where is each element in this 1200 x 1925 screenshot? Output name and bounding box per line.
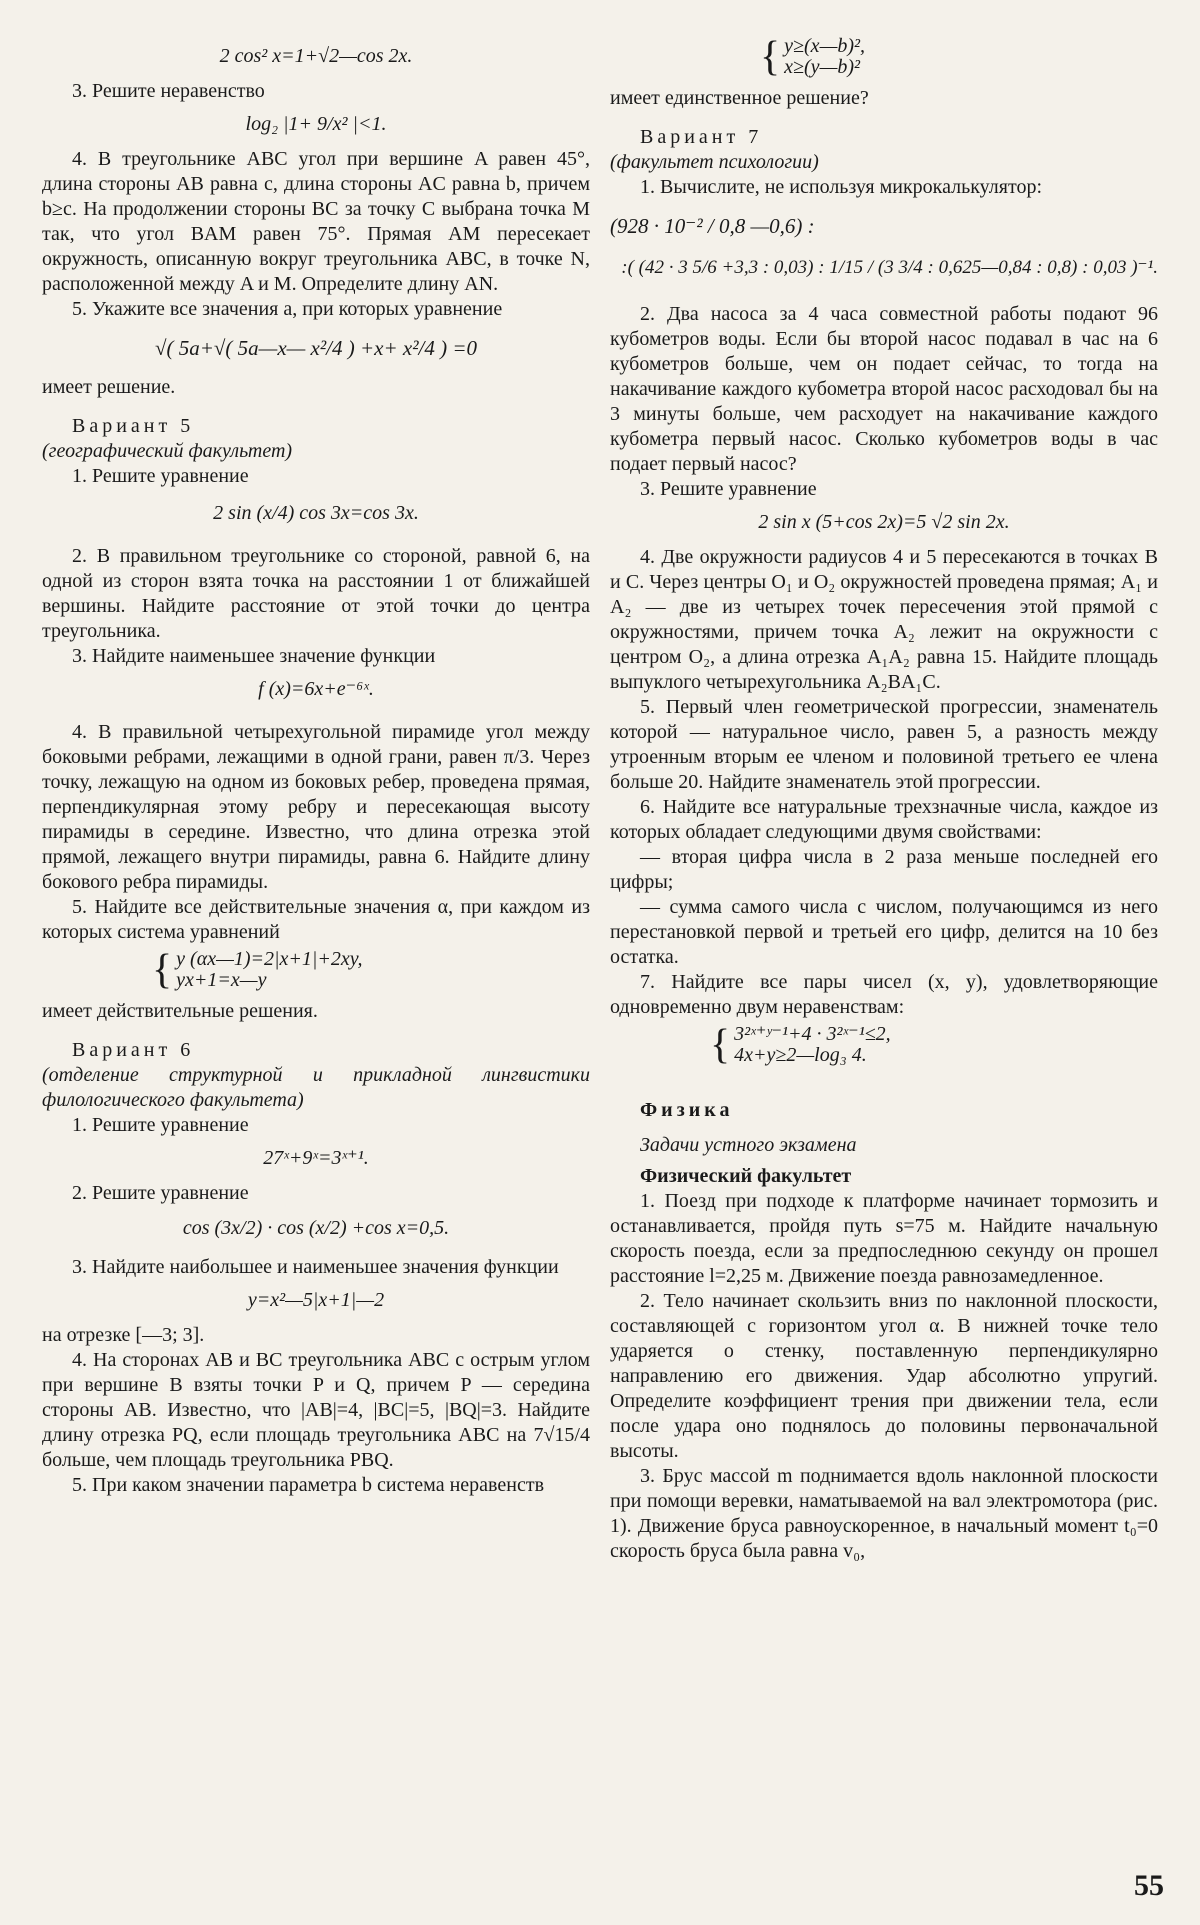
problem-text: имеет действительные решения.	[42, 1000, 318, 1022]
formula: :( (42 · 3 5/6 +3,3 : 0,03) : 1/15 / (3 3/4 : 0,625—0,84 : 0,8) : 0,03 )⁻¹.	[621, 257, 1158, 278]
system-line: y (αx—1)=2|x+1|+2xy,	[176, 948, 363, 970]
section-title: Физика	[640, 1099, 734, 1121]
left-column	[42, 36, 590, 1498]
formula: 2 cos² x=1+√2—cos 2x.	[219, 45, 413, 67]
formula: 2 sin (x/4) cos 3x=cos 3x.	[213, 502, 419, 524]
formula: cos (3x/2) · cos (x/2) +cos x=0,5.	[182, 1217, 450, 1239]
problem-text: — вторая цифра числа в 2 раза меньше последней его цифры;	[610, 846, 1158, 893]
formula: log₂ |1+ 9/x² |<1.	[245, 113, 387, 135]
problem-text: имеет решение.	[42, 376, 176, 398]
problem-text: на отрезке [—3; 3].	[42, 1324, 205, 1346]
variant-title: Вариант 5	[72, 415, 195, 437]
problem-text: 4. В треугольнике ABC угол при вершине A равен 45°, длина стороны AB равна c, длина стороны AC равна b, причем b≥c. На продолжении стороны BC за точку C выбрана точка M так, что угол BAM равен 75°. Прямая AM пересекает окружность, описанную вокруг треугольника ABC, в точке N, расположенной между A и M. Определите длину AN.	[42, 148, 590, 295]
problem-text: 5. Первый член геометрической прогрессии, знаменатель которой — натуральное число, равен 5, а разность между утроенным вторым ее членом и половиной третьего ее члена больше 20. Найдите знаменатель этой прогрессии.	[610, 696, 1158, 793]
problem-text: 4. Две окружности радиусов 4 и 5 пересекаются в точках B и C. Через центры O₁ и O₂ окружностей проведена прямая; A₁ и A₂ — две из четырех точек пересечения этой прямой с окружностями, причем точка A₂ лежит на окружности с центром O₂, а длина отрезка A₁A₂ равна 15. Найдите площадь выпуклого четырехугольника A₂BA₁C.	[610, 546, 1158, 693]
formula: f (x)=6x+e⁻⁶ˣ.	[258, 678, 374, 700]
inequality-system	[760, 36, 1158, 80]
problem-text: 5. Найдите все действительные значения α, при каждом из которых система уравнений	[42, 896, 590, 943]
formula: 2 sin x (5+cos 2x)=5 √2 sin 2x.	[758, 511, 1010, 533]
formula: √( 5a+√( 5a—x— x²/4 ) +x+ x²/4 ) =0	[154, 336, 478, 360]
brace-icon: {	[710, 1022, 731, 1068]
problem-text: 3. Найдите наименьшее значение функции	[72, 645, 436, 667]
problem-text: 1. Вычислите, не используя микрокалькулятор:	[640, 176, 1043, 198]
brace-icon: {	[760, 34, 781, 80]
problem-text: 2. Решите уравнение	[72, 1182, 249, 1204]
problem-text: 3. Решите неравенство	[72, 80, 265, 102]
problem-text: 3. Найдите наибольшее и наименьшее значения функции	[72, 1256, 559, 1278]
equation-system	[152, 949, 590, 993]
problem-text: 7. Найдите все пары чисел (x, y), удовлетворяющие одновременно двум неравенствам:	[610, 971, 1158, 1018]
problem-text: 3. Решите уравнение	[640, 478, 817, 500]
faculty-label: (географический факультет)	[42, 440, 293, 462]
section-subtitle: Задачи устного экзамена	[640, 1134, 857, 1156]
problem-text: 6. Найдите все натуральные трехзначные числа, каждое из которых обладает следующими двумя свойствами:	[610, 796, 1158, 843]
right-column	[610, 36, 1158, 1564]
inequality-system	[710, 1024, 1158, 1068]
variant-title: Вариант 7	[640, 126, 763, 148]
faculty-heading: Физический факультет	[640, 1165, 852, 1187]
problem-text: 4. На сторонах AB и BC треугольника ABC с острым углом при вершине B взяты точки P и Q, причем P — середина стороны AB. Известно, что |AB|=4, |BC|=5, |BQ|=3. Найдите длину отрезка PQ, если площадь треугольника ABC на 7√15/4 больше, чем площадь треугольника PBQ.	[42, 1349, 590, 1471]
system-line: x≥(y—b)²	[784, 56, 861, 78]
problem-text: 5. При каком значении параметра b системa неравенств	[72, 1474, 545, 1496]
problem-text: имеет единственное решение?	[610, 87, 869, 109]
problem-text: 4. В правильной четырехугольной пирамиде угол между боковыми ребрами, лежащими в одной грани, равен π/3. Через точку, лежащую на одном из боковых ребер, проведена прямая, перпендикулярная этому ребру и пересекающая высоту пирамиды в середине. Известно, что длина отрезка этой прямой, лежащего внутри пирамиды, равна 6. Найдите длину бокового ребра пирамиды.	[42, 721, 590, 893]
problem-text: 2. Два насоса за 4 часа совместной работы подают 96 кубометров воды. Если бы второй насос подавал в час на 6 кубометров больше, чем он подает сейчас, то тогда на накачивание каждого кубометра второй насос расходовал бы на 3 минуты больше, чем расходует на накачивание каждого кубометра первый насос. Сколько кубометров воды в час подает первый насос?	[610, 303, 1158, 475]
faculty-label: (факультет психологии)	[610, 151, 819, 173]
page-number: 55	[1134, 1869, 1164, 1902]
system-line: yx+1=x—y	[176, 969, 267, 991]
variant-title: Вариант 6	[72, 1039, 195, 1061]
formula: (928 · 10⁻² / 0,8 —0,6) :	[610, 214, 815, 238]
formula: y=x²—5|x+1|—2	[247, 1289, 385, 1311]
problem-text: 2. Тело начинает скользить вниз по наклонной плоскости, составляющей с горизонтом угол α. В нижней точке тело ударяется о стенку, поставленную перпендикулярно направлению его движения. Удар абсолютно упругий. Определите коэффициент трения при движении тела, если после удара оно поднялось до половины первоначальной высоты.	[610, 1290, 1158, 1462]
system-line: 4x+y≥2—log₃ 4.	[734, 1044, 867, 1066]
formula: 27ˣ+9ˣ=3ˣ⁺¹.	[263, 1147, 369, 1169]
problem-text: — сумма самого числа с числом, получающимся из него перестановкой первой и третьей его цифр, делится на 10 без остатка.	[610, 896, 1158, 968]
problem-text: 3. Брус массой m поднимается вдоль наклонной плоскости при помощи веревки, наматываемой на вал электромотора (рис. 1). Движение бруса равноускоренное, в начальный момент t₀=0 скорость бруса была равна v₀,	[610, 1465, 1158, 1562]
brace-icon: {	[152, 947, 173, 993]
problem-text: 2. В правильном треугольнике со стороной, равной 6, на одной из сторон взята точка на расстоянии 1 от ближайшей вершины. Найдите расстояние от этой точки до центра треугольника.	[42, 545, 590, 642]
system-line: y≥(x—b)²,	[784, 35, 866, 57]
system-line: 3²ˣ⁺ʸ⁻¹+4 · 3²ˣ⁻¹≤2,	[734, 1023, 891, 1045]
problem-text: 1. Решите уравнение	[72, 1114, 249, 1136]
faculty-label: (отделение структурной и прикладной лингвистики филологического факультета)	[42, 1064, 590, 1111]
problem-text: 1. Поезд при подходе к платформе начинает тормозить и останавливается, пройдя путь s=75 м. Найдите начальную скорость поезда, если за предпоследнюю секунду он прошел расстояние l=2,25 м. Движение поезда равнозамедленное.	[610, 1190, 1158, 1287]
problem-text: 1. Решите уравнение	[72, 465, 249, 487]
problem-text: 5. Укажите все значения a, при которых уравнение	[72, 298, 503, 320]
